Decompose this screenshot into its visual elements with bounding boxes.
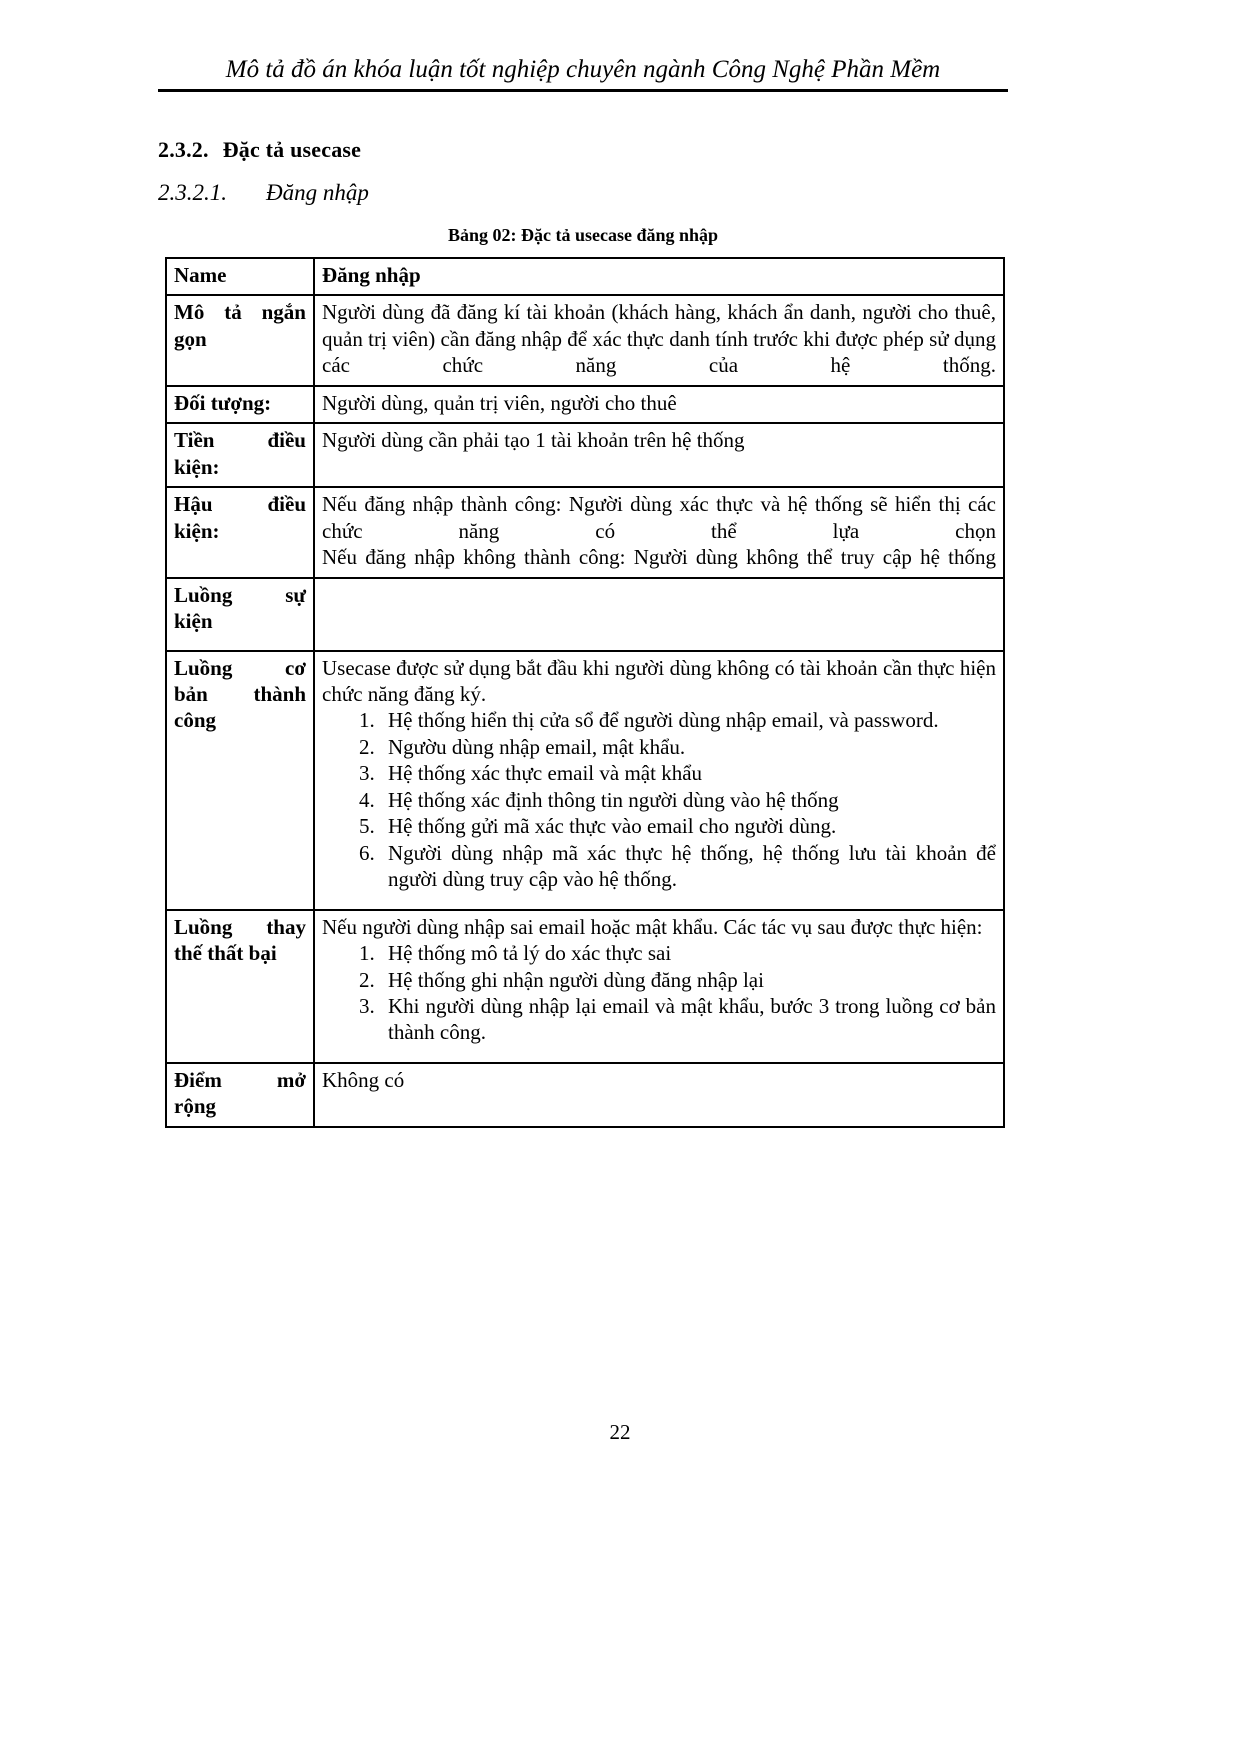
subsection-number: 2.3.2.1. bbox=[158, 180, 227, 205]
running-header bbox=[158, 56, 1008, 92]
table-row bbox=[166, 578, 1004, 651]
row-label-short-description: Mô tả ngắn gọn bbox=[166, 295, 314, 385]
list-item: 1. Hệ thống mô tả lý do xác thực sai bbox=[380, 940, 996, 966]
section-heading bbox=[158, 137, 361, 163]
row-value-precondition: Người dùng cần phải tạo 1 tài khoản trên hệ thống bbox=[314, 423, 1004, 487]
list-item: 2. Ngườu dùng nhập email, mật khẩu. bbox=[380, 734, 996, 760]
list-item: 3. Hệ thống xác thực email và mật khẩu bbox=[380, 760, 996, 786]
row-label-postcondition: Hậu điều kiện: bbox=[166, 487, 314, 577]
subsection-heading bbox=[158, 180, 369, 206]
table-row bbox=[166, 910, 1004, 1063]
table-row bbox=[166, 423, 1004, 487]
list-item: 2. Hệ thống ghi nhận người dùng đăng nhập lại bbox=[380, 967, 996, 993]
table-row bbox=[166, 295, 1004, 385]
row-label-event-flow: Luồng sự kiện bbox=[166, 578, 314, 651]
row-label-name: Name bbox=[166, 258, 314, 295]
row-label-extension-point: Điểm mở rộng bbox=[166, 1063, 314, 1127]
spacer bbox=[322, 895, 996, 903]
list-item: 1. Hệ thống hiển thị cửa sổ để người dùng nhập email, và password. bbox=[380, 707, 996, 733]
row-label-alternate-flow: Luồng thay thế thất bại bbox=[166, 910, 314, 1063]
subsection-title: Đăng nhập bbox=[266, 180, 369, 205]
row-value-actors: Người dùng, quản trị viên, người cho thuê bbox=[314, 386, 1004, 423]
row-value-event-flow bbox=[314, 578, 1004, 651]
usecase-specification-table bbox=[165, 257, 1005, 1128]
table-row bbox=[166, 1063, 1004, 1127]
basic-flow-intro: Usecase được sử dụng bắt đầu khi người dùng không có tài khoản cần thực hiện chức năng đăng ký. bbox=[322, 655, 996, 706]
table-row bbox=[166, 651, 1004, 910]
row-label-precondition: Tiền điều kiện: bbox=[166, 423, 314, 487]
list-item: 5. Hệ thống gửi mã xác thực vào email cho người dùng. bbox=[380, 813, 996, 839]
row-value-postcondition: Nếu đăng nhập thành công: Người dùng xác thực và hệ thống sẽ hiển thị các chức năng có thể lựa chọn Nếu đăng nhập không thành công: Người dùng không thể truy cập hệ thống bbox=[314, 487, 1004, 577]
table-caption: Bảng 02: Đặc tả usecase đăng nhập bbox=[447, 225, 719, 245]
table-row bbox=[166, 386, 1004, 423]
row-value-short-description: Người dùng đã đăng kí tài khoản (khách hàng, khách ẩn danh, người cho thuê, quản trị viên) cần đăng nhập để xác thực danh tính trước khi được phép sử dụng các chức năng của hệ thống. bbox=[314, 295, 1004, 385]
alternate-flow-step-list bbox=[322, 940, 996, 1046]
row-value-basic-flow bbox=[314, 651, 1004, 910]
page-number: 22 bbox=[609, 1420, 631, 1444]
row-value-alternate-flow bbox=[314, 910, 1004, 1063]
basic-flow-step-list bbox=[322, 707, 996, 892]
row-label-actors: Đối tượng: bbox=[166, 386, 314, 423]
list-item: 6. Người dùng nhập mã xác thực hệ thống, hệ thống lưu tài khoản để người dùng truy cập vào hệ thống. bbox=[380, 840, 996, 893]
section-number: 2.3.2. bbox=[158, 137, 209, 162]
list-item: 3. Khi người dùng nhập lại email và mật khẩu, bước 3 trong luồng cơ bản thành công. bbox=[380, 993, 996, 1046]
spacer bbox=[322, 1048, 996, 1056]
alternate-flow-intro: Nếu người dùng nhập sai email hoặc mật khẩu. Các tác vụ sau được thực hiện: bbox=[322, 914, 983, 939]
row-value-name: Đăng nhập bbox=[314, 258, 1004, 295]
table-row bbox=[166, 258, 1004, 295]
table-row bbox=[166, 487, 1004, 577]
running-header-text: Mô tả đồ án khóa luận tốt nghiệp chuyên ngành Công Nghệ Phần Mềm bbox=[225, 56, 941, 83]
list-item: 4. Hệ thống xác định thông tin người dùng vào hệ thống bbox=[380, 787, 996, 813]
row-value-extension-point: Không có bbox=[314, 1063, 1004, 1127]
section-title: Đặc tả usecase bbox=[222, 137, 362, 162]
row-label-basic-flow: Luồng cơ bản thành công bbox=[166, 651, 314, 910]
